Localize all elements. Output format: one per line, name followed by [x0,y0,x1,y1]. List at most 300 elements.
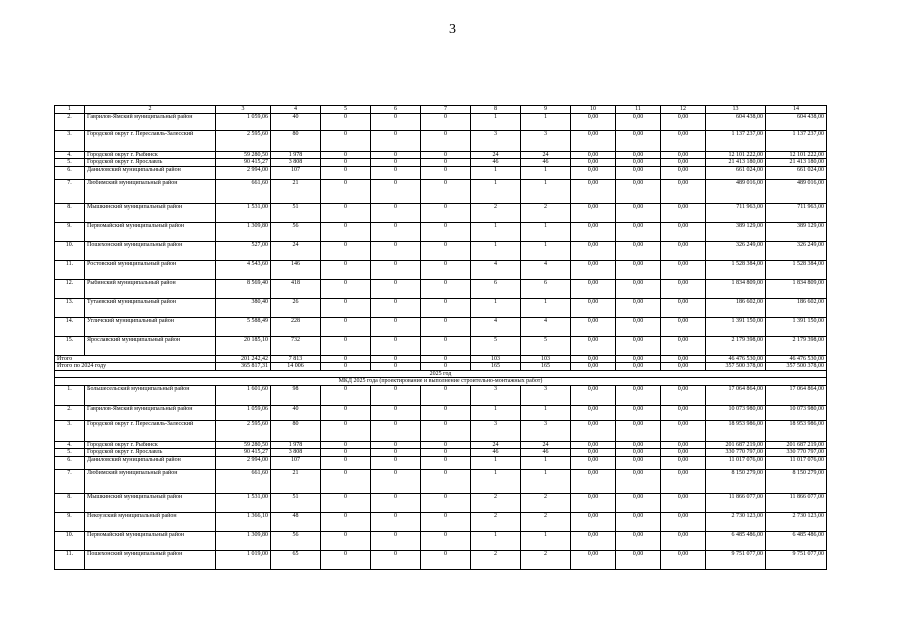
value-cell: 0 [421,241,471,260]
row-number: 8. [55,493,85,512]
value-cell: 0 [371,159,421,167]
row-number: 9. [55,222,85,241]
value-cell: 0 [421,222,471,241]
value-cell: 0,00 [661,151,706,159]
value-cell: 0 [421,550,471,569]
value-cell: 0,00 [661,203,706,222]
value-cell: 0,00 [661,159,706,167]
value-cell: 1 [471,179,521,203]
value-cell: 65 [271,550,321,569]
total-value: 14 006 [271,363,321,371]
value-cell: 1 [471,241,521,260]
column-number: 9 [521,106,571,114]
municipality-name: Любимский муниципальный район [85,179,216,203]
value-cell: 0 [371,385,421,405]
value-cell: 0 [321,113,371,130]
municipality-name: Городской округ г. Ярославль [85,449,216,457]
table-row [55,512,827,531]
value-cell: 0,00 [616,385,661,405]
value-cell: 0,00 [616,279,661,298]
value-cell: 2 [471,550,521,569]
value-cell: 0,00 [571,151,616,159]
value-cell: 2 [521,512,571,531]
value-cell: 0 [321,298,371,317]
value-cell: 0 [321,203,371,222]
total-value: 0,00 [616,363,661,371]
value-cell: 186 602,00 [766,298,827,317]
value-cell: 330 770 797,00 [706,449,766,457]
value-cell: 0,00 [571,441,616,449]
value-cell: 0,00 [616,405,661,420]
value-cell: 711 963,00 [706,203,766,222]
value-cell: 1 [521,179,571,203]
value-cell: 0,00 [661,166,706,179]
value-cell: 0,00 [616,441,661,449]
value-cell: 59 280,50 [216,151,271,159]
row-number: 1. [55,385,85,405]
value-cell: 80 [271,130,321,151]
municipality-name: Тутаевский муниципальный район [85,298,216,317]
value-cell: 3 [471,420,521,441]
value-cell: 0,00 [571,336,616,355]
value-cell: 0 [321,456,371,469]
value-cell: 0,00 [571,456,616,469]
value-cell: 0,00 [661,317,706,336]
value-cell: 0,00 [616,449,661,457]
value-cell: 1 [521,456,571,469]
value-cell: 0,00 [571,130,616,151]
value-cell: 6 485 486,00 [766,531,827,550]
value-cell: 6 [471,279,521,298]
value-cell: 24 [521,441,571,449]
value-cell: 380,40 [216,298,271,317]
value-cell: 2 179 398,00 [706,336,766,355]
value-cell: 0 [371,279,421,298]
row-number: 5. [55,449,85,457]
value-cell: 9 751 077,00 [706,550,766,569]
municipality-name: Городской округ г. Рыбинск [85,151,216,159]
value-cell: 0 [371,550,421,569]
value-cell: 604 438,00 [766,113,827,130]
value-cell: 0,00 [616,298,661,317]
table-row [55,113,827,130]
total-value: 0 [371,363,421,371]
value-cell: 56 [271,222,321,241]
value-cell: 0,00 [616,420,661,441]
table-row [55,550,827,569]
row-number: 7. [55,179,85,203]
municipality-name: Некоузский муниципальный район [85,512,216,531]
value-cell: 0 [321,336,371,355]
value-cell: 0 [421,449,471,457]
value-cell: 0,00 [616,469,661,493]
value-cell: 17 064 864,00 [706,385,766,405]
value-cell: 51 [271,493,321,512]
value-cell: 1 [471,113,521,130]
value-cell: 6 485 486,00 [706,531,766,550]
municipality-name: Городской округ г. Ярославль [85,159,216,167]
value-cell: 0 [321,385,371,405]
total-value: 165 [521,363,571,371]
value-cell: 0,00 [661,241,706,260]
value-cell: 0,00 [661,493,706,512]
value-cell: 1 309,80 [216,531,271,550]
value-cell: 1 [521,531,571,550]
column-number: 6 [371,106,421,114]
row-number: 2. [55,113,85,130]
value-cell: 0 [321,159,371,167]
value-cell: 661 024,00 [766,166,827,179]
value-cell: 1 [521,241,571,260]
value-cell: 0,00 [616,166,661,179]
value-cell: 2 994,00 [216,456,271,469]
row-number: 14. [55,317,85,336]
row-number: 5. [55,159,85,167]
value-cell: 0 [321,441,371,449]
value-cell: 107 [271,166,321,179]
value-cell: 1 [471,298,521,317]
value-cell: 0 [371,441,421,449]
value-cell: 0,00 [661,260,706,279]
value-cell: 0 [371,151,421,159]
value-cell: 0,00 [616,493,661,512]
value-cell: 0,00 [616,336,661,355]
table-row [55,405,827,420]
column-number: 1 [55,106,85,114]
row-number: 7. [55,469,85,493]
value-cell: 3 [471,385,521,405]
value-cell: 20 185,10 [216,336,271,355]
column-number: 4 [271,106,321,114]
total-value: 165 [471,363,521,371]
value-cell: 2 595,60 [216,130,271,151]
column-number-row [55,106,827,114]
table-row [55,298,827,317]
value-cell: 0,00 [661,420,706,441]
value-cell: 0,00 [571,241,616,260]
value-cell: 46 [471,449,521,457]
value-cell: 18 953 986,00 [706,420,766,441]
value-cell: 0 [321,222,371,241]
table-row [55,222,827,241]
value-cell: 0 [371,531,421,550]
total-value: 357 500 378,00 [766,363,827,371]
value-cell: 5 [521,336,571,355]
value-cell: 732 [271,336,321,355]
value-cell: 3 [521,385,571,405]
value-cell: 661 024,00 [706,166,766,179]
value-cell: 0,00 [616,151,661,159]
row-number: 4. [55,441,85,449]
table-row [55,531,827,550]
table-row [55,130,827,151]
value-cell: 326 249,00 [706,241,766,260]
value-cell: 0 [321,151,371,159]
value-cell: 0 [421,113,471,130]
municipality-name: Даниловский муниципальный район [85,456,216,469]
total-value: 0 [371,355,421,363]
value-cell: 3 [471,130,521,151]
value-cell: 1 [521,222,571,241]
value-cell: 0,00 [571,420,616,441]
value-cell: 0 [421,317,471,336]
value-cell: 2 730 123,00 [766,512,827,531]
value-cell: 0,00 [616,241,661,260]
value-cell: 0 [371,336,421,355]
value-cell: 0 [421,166,471,179]
value-cell: 2 730 123,00 [706,512,766,531]
value-cell: 0,00 [571,317,616,336]
value-cell: 5 [471,336,521,355]
value-cell: 0,00 [571,298,616,317]
value-cell: 24 [471,151,521,159]
table-row [55,203,827,222]
value-cell: 2 179 398,00 [766,336,827,355]
value-cell: 0 [371,241,421,260]
row-number: 8. [55,203,85,222]
municipality-name: Первомайский муниципальный район [85,222,216,241]
value-cell: 0,00 [661,113,706,130]
municipality-name: Ростовский муниципальный район [85,260,216,279]
table-row [55,151,827,159]
municipality-name: Большесельский муниципальный район [85,385,216,405]
value-cell: 0 [421,512,471,531]
total-row [55,363,827,371]
value-cell: 0 [421,130,471,151]
value-cell: 0 [321,469,371,493]
table-row [55,441,827,449]
value-cell: 489 016,00 [706,179,766,203]
value-cell: 0 [321,531,371,550]
total-value: 0,00 [571,355,616,363]
value-cell: 1 [471,456,521,469]
total-value: 0 [321,355,371,363]
value-cell: 0 [371,456,421,469]
value-cell: 1 391 150,00 [706,317,766,336]
value-cell: 0 [321,405,371,420]
value-cell: 0,00 [571,166,616,179]
value-cell: 21 413 180,00 [706,159,766,167]
row-number: 15. [55,336,85,355]
value-cell: 0,00 [616,456,661,469]
value-cell: 489 016,00 [766,179,827,203]
value-cell: 0 [421,531,471,550]
value-cell: 0 [321,317,371,336]
value-cell: 8 150 279,00 [706,469,766,493]
municipality-name: Мышкинский муниципальный район [85,493,216,512]
municipality-name: Гаврилов-Ямский муниципальный район [85,405,216,420]
value-cell: 186 602,00 [706,298,766,317]
value-cell: 10 073 980,00 [706,405,766,420]
value-cell: 3 [521,130,571,151]
value-cell: 1 [471,405,521,420]
column-number: 8 [471,106,521,114]
year-heading-row [55,370,827,378]
value-cell: 0,00 [571,531,616,550]
value-cell: 2 [521,550,571,569]
section-heading-row [55,378,827,386]
total-value: 103 [471,355,521,363]
value-cell: 107 [271,456,321,469]
value-cell: 0,00 [661,469,706,493]
value-cell: 0,00 [571,203,616,222]
table-row [55,241,827,260]
total-value: 46 476 530,00 [766,355,827,363]
value-cell: 59 280,50 [216,441,271,449]
table-row [55,469,827,493]
value-cell: 46 [521,159,571,167]
value-cell: 46 [471,159,521,167]
value-cell: 40 [271,405,321,420]
row-number: 13. [55,298,85,317]
value-cell: 1 366,10 [216,512,271,531]
value-cell: 12 101 222,00 [766,151,827,159]
value-cell: 0 [321,493,371,512]
value-cell: 4 [521,317,571,336]
value-cell: 0 [371,405,421,420]
municipality-name: Даниловский муниципальный район [85,166,216,179]
table-row [55,420,827,441]
value-cell: 0,00 [571,405,616,420]
table-row [55,449,827,457]
value-cell: 0 [321,449,371,457]
total-value: 201 242,42 [216,355,271,363]
municipality-name: Угличский муниципальный район [85,317,216,336]
value-cell: 2 [471,493,521,512]
value-cell: 2 595,60 [216,420,271,441]
value-cell: 1 137 237,00 [766,130,827,151]
value-cell: 0 [321,241,371,260]
value-cell: 0 [371,260,421,279]
value-cell: 0,00 [571,469,616,493]
column-number: 5 [321,106,371,114]
municipality-name: Первомайский муниципальный район [85,531,216,550]
municipality-name: Городской округ г. Переславль-Залесский [85,130,216,151]
total-value: 0 [421,355,471,363]
value-cell: 0 [321,550,371,569]
value-cell: 1 059,06 [216,405,271,420]
value-cell: 24 [271,241,321,260]
value-cell: 3 808 [271,449,321,457]
value-cell: 0,00 [616,113,661,130]
value-cell: 0 [421,336,471,355]
value-cell: 0 [371,449,421,457]
total-value: 103 [521,355,571,363]
value-cell: 1 834 809,00 [706,279,766,298]
value-cell: 21 [271,469,321,493]
value-cell: 2 [471,512,521,531]
table-row [55,456,827,469]
value-cell: 0,00 [661,441,706,449]
value-cell: 98 [271,385,321,405]
table-row [55,317,827,336]
value-cell: 12 101 222,00 [706,151,766,159]
table-row [55,260,827,279]
value-cell: 0,00 [661,179,706,203]
value-cell: 2 [471,203,521,222]
value-cell: 711 963,00 [766,203,827,222]
value-cell: 0 [421,151,471,159]
value-cell: 0 [421,456,471,469]
value-cell: 4 [471,317,521,336]
value-cell: 10 073 980,00 [766,405,827,420]
value-cell: 0,00 [661,512,706,531]
value-cell: 527,00 [216,241,271,260]
value-cell: 11 866 077,00 [706,493,766,512]
value-cell: 1 978 [271,151,321,159]
row-number: 11. [55,550,85,569]
municipality-name: Мышкинский муниципальный район [85,203,216,222]
value-cell: 0,00 [616,222,661,241]
value-cell: 0,00 [661,405,706,420]
value-cell: 0 [321,512,371,531]
value-cell: 11 017 076,00 [706,456,766,469]
value-cell: 90 415,27 [216,449,271,457]
total-label: Итого по 2024 году [55,363,216,371]
total-value: 0,00 [661,355,706,363]
column-number: 3 [216,106,271,114]
value-cell: 0,00 [616,317,661,336]
value-cell: 90 415,27 [216,159,271,167]
value-cell: 0 [421,493,471,512]
value-cell: 56 [271,531,321,550]
value-cell: 1 [471,222,521,241]
value-cell: 0,00 [661,222,706,241]
value-cell: 0 [321,260,371,279]
value-cell: 0 [421,203,471,222]
value-cell: 0,00 [661,550,706,569]
value-cell: 0 [371,222,421,241]
value-cell: 661,60 [216,469,271,493]
column-number: 13 [706,106,766,114]
value-cell: 51 [271,203,321,222]
value-cell: 0 [371,317,421,336]
municipality-name: Городской округ г. Рыбинск [85,441,216,449]
value-cell: 0,00 [616,203,661,222]
value-cell: 0,00 [571,179,616,203]
value-cell: 0 [421,260,471,279]
value-cell: 0 [371,512,421,531]
value-cell: 0 [321,166,371,179]
value-cell: 24 [521,151,571,159]
column-number: 7 [421,106,471,114]
value-cell: 11 017 076,00 [766,456,827,469]
value-cell: 0 [421,469,471,493]
value-cell: 0 [321,179,371,203]
value-cell: 0,00 [616,550,661,569]
total-value: 365 817,31 [216,363,271,371]
value-cell: 389 129,00 [706,222,766,241]
value-cell: 0,00 [571,512,616,531]
value-cell: 46 [521,449,571,457]
value-cell: 201 687 219,00 [706,441,766,449]
value-cell: 0,00 [661,531,706,550]
value-cell: 0 [371,298,421,317]
value-cell: 1 137 237,00 [706,130,766,151]
column-number: 10 [571,106,616,114]
row-number: 4. [55,151,85,159]
value-cell: 0 [421,159,471,167]
value-cell: 0 [371,493,421,512]
total-value: 0,00 [571,363,616,371]
value-cell: 1 [521,166,571,179]
row-number: 10. [55,241,85,260]
value-cell: 0 [421,279,471,298]
value-cell: 0 [371,203,421,222]
value-cell: 2 [521,493,571,512]
municipality-name: Пошехонский муниципальный район [85,550,216,569]
section-heading: МКД 2025 года (проектирование и выполнение строительно-монтажных работ) [55,378,827,386]
